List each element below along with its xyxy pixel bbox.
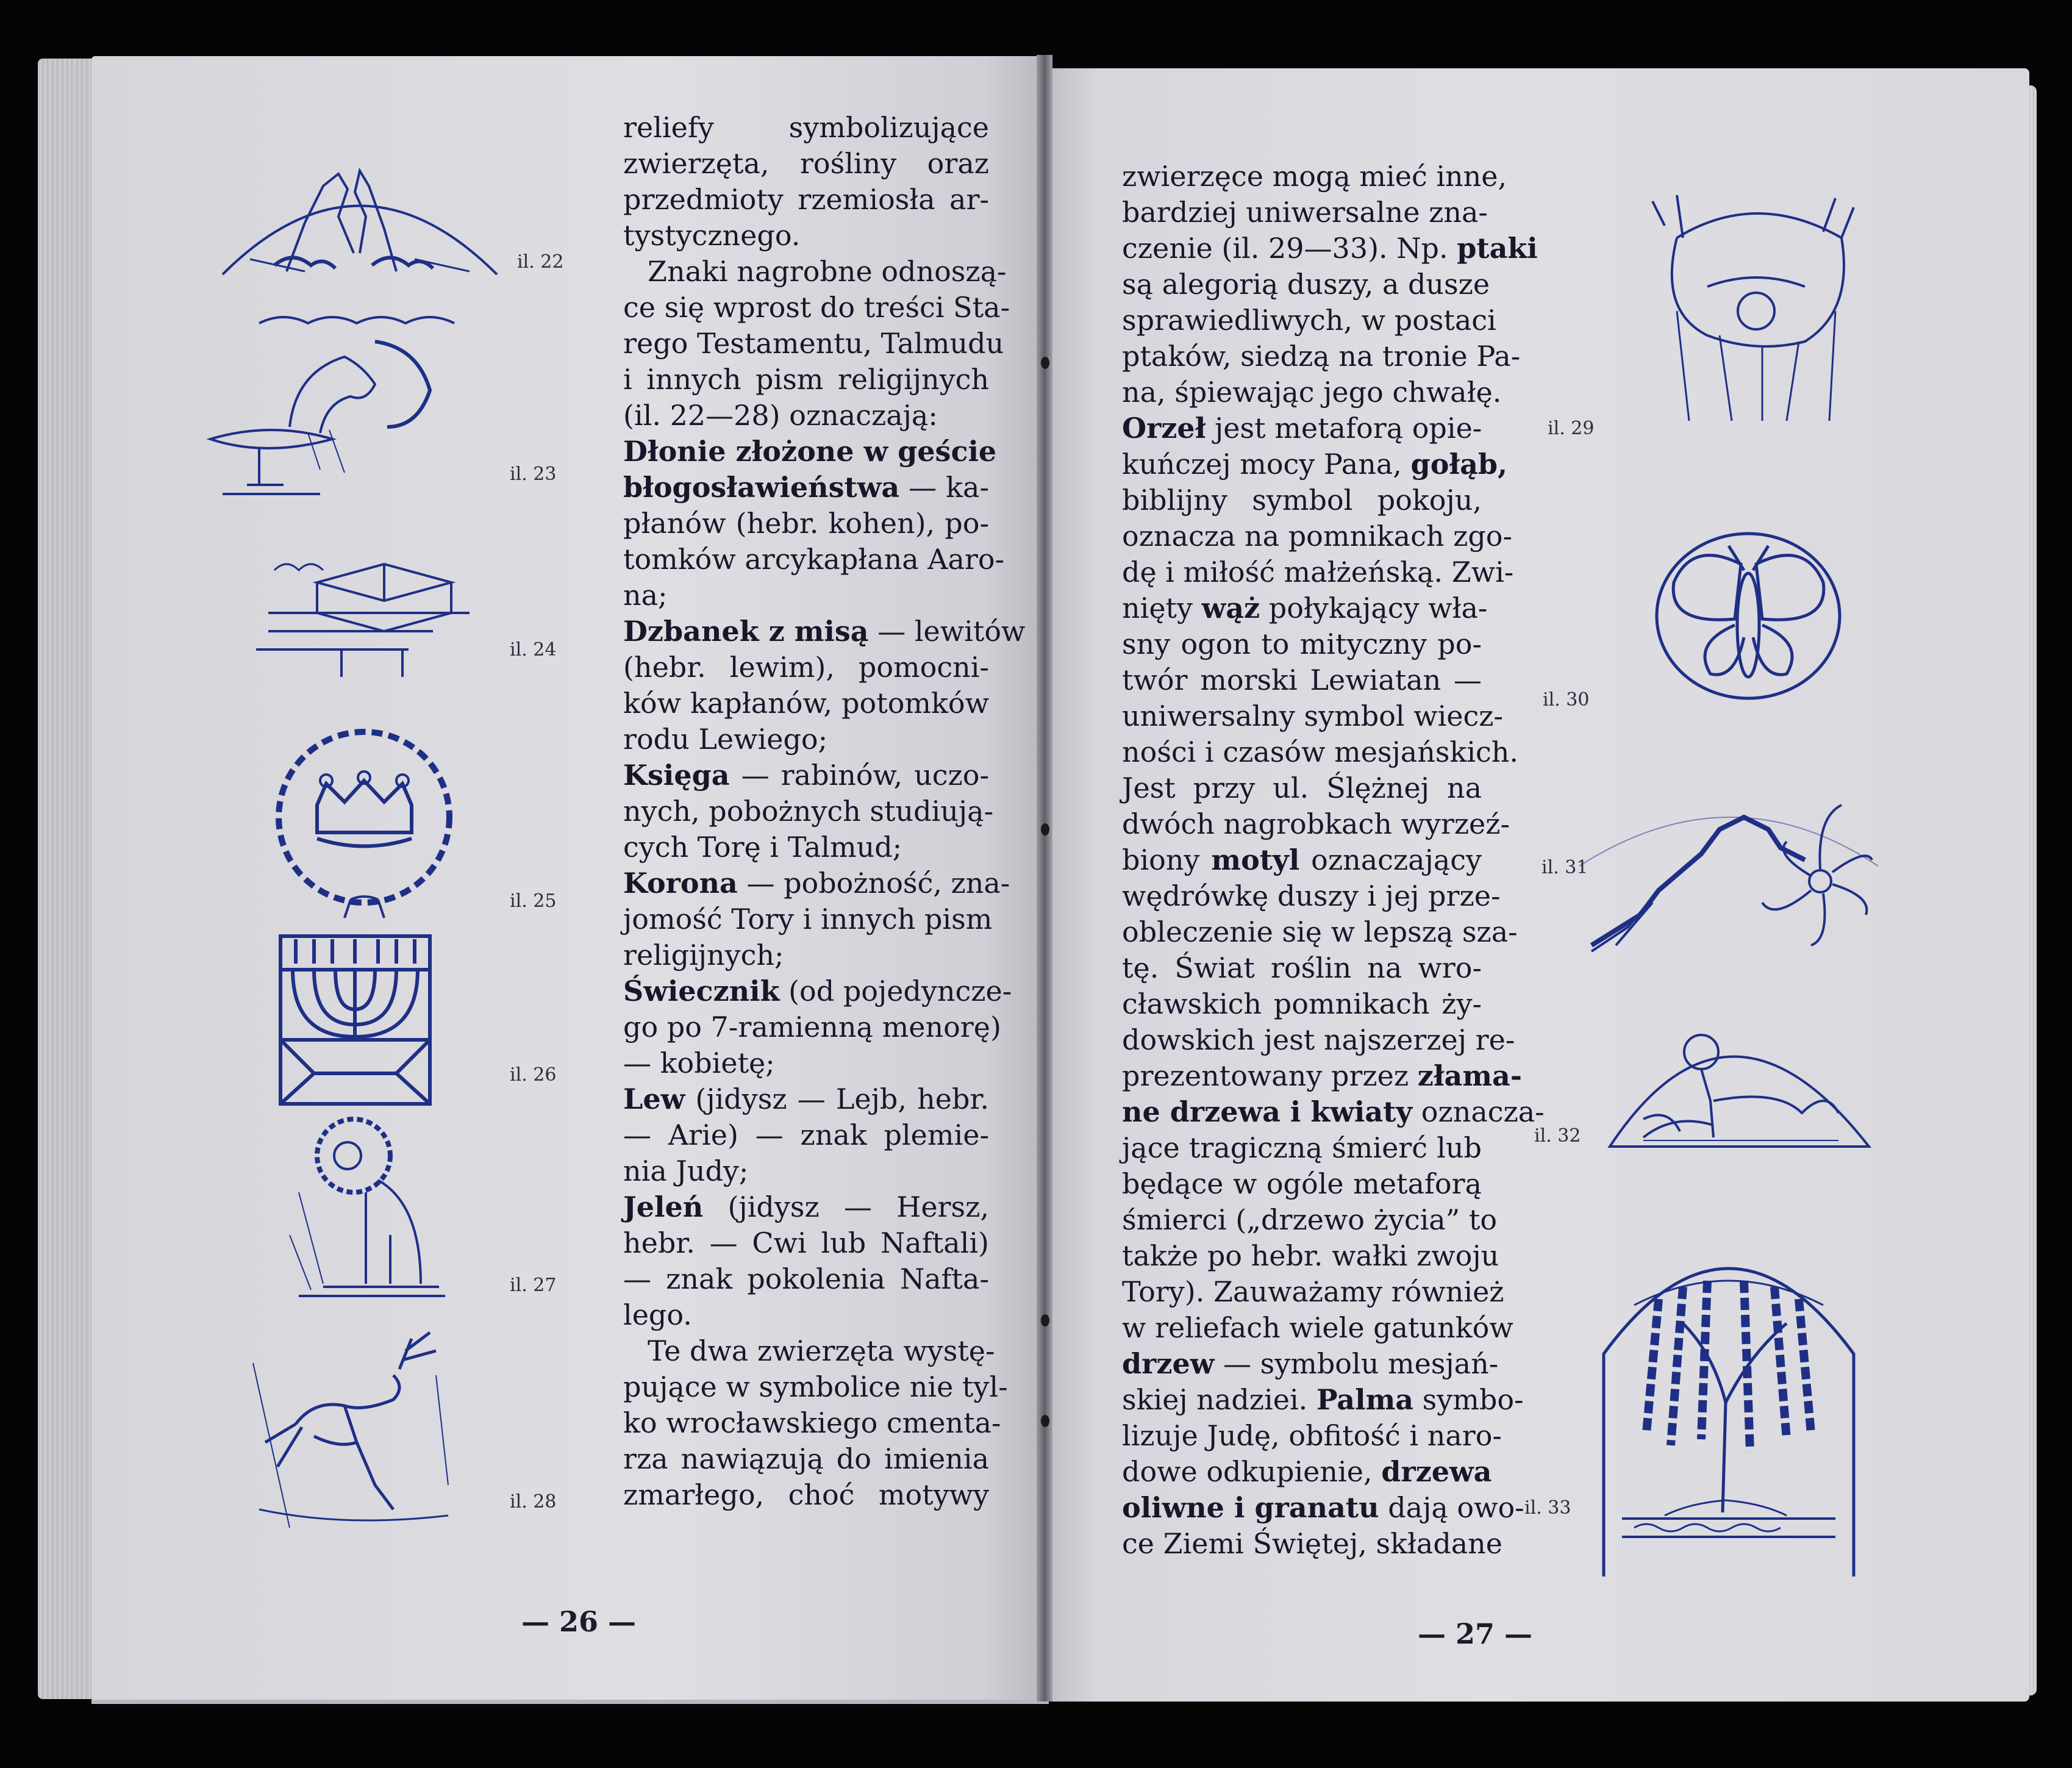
caption: il. 22 xyxy=(517,251,564,273)
bold-term: Dzbanek z misą xyxy=(623,615,869,648)
text-run: oznacza- xyxy=(1412,1095,1545,1128)
text-run: przedmioty rzemiosła ar- xyxy=(623,183,989,216)
text-run: symbo- xyxy=(1413,1383,1524,1416)
text-line xyxy=(1122,1166,1482,1202)
text-run: rza nawiązują do imienia xyxy=(623,1442,989,1475)
text-run: religijnych; xyxy=(623,939,784,972)
bold-term: motyl xyxy=(1211,843,1300,876)
bold-term: złama- xyxy=(1417,1059,1522,1092)
bird-icon xyxy=(1640,189,1872,427)
caption: il. 24 xyxy=(510,639,557,660)
text-line xyxy=(1122,1454,1492,1490)
text-line xyxy=(623,937,989,973)
bold-term: Palma xyxy=(1316,1383,1414,1416)
text-line xyxy=(623,578,989,614)
broken-flower-icon xyxy=(1607,1015,1872,1150)
caption: il. 27 xyxy=(510,1275,557,1296)
text-run: biblijny symbol pokoju, xyxy=(1122,484,1482,517)
text-run: — znak pokolenia Nafta- xyxy=(623,1262,989,1295)
text-run: go po 7-ramienną menorę) xyxy=(623,1011,1001,1043)
text-run: — rabinów, uczo- xyxy=(729,759,989,792)
text-line xyxy=(1122,1526,1503,1562)
caption: il. 28 xyxy=(510,1491,557,1512)
text-run: i innych pism religijnych xyxy=(623,363,989,396)
text-line xyxy=(623,973,1012,1009)
text-line xyxy=(623,1153,989,1189)
bold-term: oliwne i granatu xyxy=(1122,1491,1379,1524)
text-line xyxy=(1122,914,1518,950)
text-line xyxy=(1122,1382,1524,1418)
text-line xyxy=(1122,842,1482,878)
text-run: uniwersalny symbol wiecz- xyxy=(1122,700,1504,732)
text-run: dowskich jest najszerzej re- xyxy=(1122,1023,1515,1056)
text-run: na, śpiewając jego chwałę. xyxy=(1122,376,1502,409)
text-run: tę. Świat roślin na wro- xyxy=(1122,951,1482,984)
bold-term: wąż xyxy=(1201,592,1260,625)
text-run: ptaków, siedzą na tronie Pa- xyxy=(1122,340,1521,373)
text-run: dowe odkupienie, xyxy=(1122,1455,1382,1488)
bold-term: Księga xyxy=(623,759,730,792)
bold-term: Dłonie złożone w geście xyxy=(623,435,997,468)
text-run: płanów (hebr. kohen), po- xyxy=(623,507,989,540)
text-run: dwóch nagrobkach wyrzeź- xyxy=(1122,807,1510,840)
menorah-icon xyxy=(277,933,433,1107)
text-run: (jidysz — Hersz, xyxy=(703,1190,989,1223)
text-run: dają owo- xyxy=(1379,1491,1524,1524)
text-run: czenie (il. 29—33). Np. xyxy=(1122,232,1457,265)
caption: il. 30 xyxy=(1543,689,1590,710)
binding-stitch xyxy=(1041,823,1049,836)
binding-stitch xyxy=(1041,1314,1049,1326)
text-run: dę i miłość małżeńską. Zwi- xyxy=(1122,556,1514,589)
butterfly-icon xyxy=(1643,528,1854,704)
text-line xyxy=(623,470,989,506)
text-run: Jest przy ul. Ślężnej na xyxy=(1122,771,1482,804)
binding-stitch xyxy=(1041,357,1049,369)
caption: il. 25 xyxy=(510,890,557,912)
text-line xyxy=(1122,698,1504,734)
caption: il. 23 xyxy=(510,463,557,485)
text-run: sprawiedliwych, w postaci xyxy=(1122,304,1496,337)
text-run: rodu Lewiego; xyxy=(623,723,828,756)
text-run: oznaczający xyxy=(1299,843,1482,876)
text-line xyxy=(623,254,1007,290)
text-run: — pobożność, zna- xyxy=(737,867,1010,900)
willow-tree-icon xyxy=(1592,1232,1866,1580)
text-line xyxy=(623,542,1005,578)
text-line xyxy=(623,650,989,685)
caption: il. 33 xyxy=(1524,1497,1571,1519)
text-run: — lewitów xyxy=(868,615,1026,648)
text-run: skiej nadziei. xyxy=(1122,1383,1316,1416)
text-run: kuńczej mocy Pana, xyxy=(1122,448,1411,481)
caption: il. 32 xyxy=(1534,1125,1581,1147)
text-line xyxy=(1122,626,1482,662)
open-book-icon xyxy=(250,546,482,680)
bold-term: ne drzewa i kwiaty xyxy=(1122,1095,1413,1128)
caption: il. 31 xyxy=(1541,857,1588,878)
right-body-text xyxy=(1122,159,1545,1562)
text-run: rego Testamentu, Talmudu xyxy=(623,327,1004,360)
text-run: lizuje Judę, obfitość i naro- xyxy=(1122,1419,1502,1452)
text-line xyxy=(623,1081,989,1117)
text-line xyxy=(623,506,989,542)
text-line xyxy=(1122,986,1482,1022)
text-line xyxy=(1122,446,1508,482)
text-line xyxy=(1122,554,1514,590)
text-line xyxy=(1122,662,1482,698)
text-line xyxy=(623,1297,989,1333)
text-run: jomość Tory i innych pism xyxy=(623,903,993,936)
text-line xyxy=(1122,195,1488,231)
text-run: (jidysz — Lejb, hebr. xyxy=(685,1083,989,1115)
text-line xyxy=(1122,1346,1499,1382)
text-line xyxy=(623,290,1010,326)
text-line xyxy=(623,1441,989,1477)
text-run: połykający wła- xyxy=(1260,592,1488,625)
text-line xyxy=(1122,338,1521,374)
text-line xyxy=(1122,590,1488,626)
text-line xyxy=(623,1009,1001,1045)
text-line xyxy=(623,1369,1008,1405)
text-line xyxy=(1122,374,1502,410)
text-run: — ka- xyxy=(899,471,989,504)
bold-term: Lew xyxy=(623,1083,685,1115)
text-line xyxy=(1122,518,1513,554)
text-run: tystycznego. xyxy=(623,219,801,252)
text-run: zwierzęta, rośliny oraz xyxy=(623,147,989,180)
text-line xyxy=(1122,1058,1522,1094)
text-line xyxy=(623,1405,1001,1441)
text-line xyxy=(623,614,1026,650)
text-line xyxy=(1122,482,1482,518)
text-line xyxy=(1122,878,1501,914)
text-run: (hebr. lewim), pomocni- xyxy=(623,651,989,684)
deer-icon xyxy=(253,1326,454,1531)
text-line xyxy=(623,685,989,721)
text-line xyxy=(1122,1238,1499,1274)
text-run: reliefy symbolizujące xyxy=(623,111,989,144)
text-line xyxy=(1122,1310,1513,1346)
text-run: ko wrocławskiego cmenta- xyxy=(623,1406,1001,1439)
text-run: w reliefach wiele gatunków xyxy=(1122,1311,1513,1344)
text-line xyxy=(623,326,1004,362)
text-run: jest metaforą opie- xyxy=(1206,412,1482,445)
text-run: twór morski Lewiatan — xyxy=(1122,664,1482,696)
text-line xyxy=(1122,159,1507,195)
text-line xyxy=(623,1261,989,1297)
text-run: także po hebr. wałki zwoju xyxy=(1122,1239,1499,1272)
text-run: ków kapłanów, potomków xyxy=(623,687,989,720)
text-line xyxy=(623,146,989,182)
text-line xyxy=(623,1117,989,1153)
text-run: zmarłego, choć motywy xyxy=(623,1478,989,1511)
text-line xyxy=(1122,1490,1524,1526)
flower-branch-icon xyxy=(1579,793,1884,957)
jug-and-bowl-icon xyxy=(198,311,497,503)
bold-term: Świecznik xyxy=(623,975,780,1007)
text-line xyxy=(623,110,989,146)
text-line xyxy=(1122,1094,1545,1130)
text-line xyxy=(1122,267,1490,302)
text-run: śmierci („drzewo życia” to xyxy=(1122,1203,1498,1236)
bold-term: Jeleń xyxy=(623,1190,704,1223)
text-line xyxy=(1122,1418,1502,1454)
text-line xyxy=(623,721,989,757)
text-run: sny ogon to mityczny po- xyxy=(1122,628,1482,660)
book-gutter xyxy=(1037,55,1052,1702)
text-line xyxy=(623,757,989,793)
text-line xyxy=(623,182,989,218)
text-line xyxy=(1122,1022,1515,1058)
page-number: — 27 — xyxy=(1418,1617,1533,1650)
text-run: pujące w symbolice nie tyl- xyxy=(623,1370,1008,1403)
page-number: — 26 — xyxy=(521,1605,637,1638)
text-line xyxy=(1122,950,1482,986)
text-run: wędrówkę duszy i jej prze- xyxy=(1122,879,1501,912)
text-run: hebr. — Cwi lub Naftali) xyxy=(623,1226,989,1259)
text-run: Znaki nagrobne odnoszą- xyxy=(648,255,1007,288)
text-line xyxy=(623,1189,989,1225)
text-line xyxy=(623,829,989,865)
lion-icon xyxy=(287,1113,451,1299)
text-run: lego. xyxy=(623,1298,692,1331)
text-run: — kobietę; xyxy=(623,1047,775,1079)
text-line xyxy=(1122,806,1510,842)
text-line xyxy=(1122,1202,1498,1238)
bold-term: drzew xyxy=(1122,1347,1215,1380)
caption: il. 26 xyxy=(510,1064,557,1086)
text-line xyxy=(623,1333,995,1369)
text-run: zwierzęce mogą mieć inne, xyxy=(1122,160,1507,193)
crown-wreath-icon xyxy=(259,717,470,924)
left-body-text xyxy=(623,110,1026,1513)
text-line xyxy=(1122,770,1482,806)
text-line xyxy=(1122,410,1482,446)
blessing-hands-icon xyxy=(213,149,506,281)
text-line xyxy=(623,218,989,254)
bold-term: ptaki xyxy=(1457,232,1538,265)
text-run: są alegorią duszy, a dusze xyxy=(1122,268,1490,301)
text-run: jące tragiczną śmierć lub xyxy=(1122,1131,1482,1164)
text-run: — Arie) — znak plemie- xyxy=(623,1118,989,1151)
text-line xyxy=(1122,302,1496,338)
text-run: ce Ziemi Świętej, składane xyxy=(1122,1527,1503,1560)
text-run: oznacza na pomnikach zgo- xyxy=(1122,520,1513,553)
text-run: ce się wprost do treści Sta- xyxy=(623,291,1010,324)
caption: il. 29 xyxy=(1548,418,1595,439)
text-line xyxy=(1122,1130,1482,1166)
text-run: nych, pobożnych studiują- xyxy=(623,795,994,828)
text-line xyxy=(623,1045,989,1081)
bold-term: błogosławieństwa xyxy=(623,471,900,504)
text-run: Te dwa zwierzęta wystę- xyxy=(648,1334,995,1367)
text-run: (od pojedyncze- xyxy=(779,975,1012,1007)
text-run: ności i czasów mesjańskich. xyxy=(1122,735,1519,768)
text-run: bardziej uniwersalne zna- xyxy=(1122,196,1488,229)
text-run: tomków arcykapłana Aaro- xyxy=(623,543,1005,576)
text-run: na; xyxy=(623,579,668,612)
text-line xyxy=(623,1477,989,1513)
text-run: Tory). Zauważamy również xyxy=(1122,1275,1504,1308)
text-line xyxy=(1122,231,1538,267)
text-run: obleczenie się w lepszą sza- xyxy=(1122,915,1518,948)
bold-term: drzewa xyxy=(1381,1455,1492,1488)
page-stack-edge xyxy=(38,59,99,1699)
text-run: — symbolu mesjań- xyxy=(1214,1347,1499,1380)
bold-term: gołąb, xyxy=(1410,448,1508,481)
text-run: nięty xyxy=(1122,592,1202,625)
text-line xyxy=(623,901,993,937)
text-run: biony xyxy=(1122,843,1212,876)
text-line xyxy=(623,865,1010,901)
binding-stitch xyxy=(1041,1415,1049,1427)
text-line xyxy=(623,434,997,470)
text-run: (il. 22—28) oznaczają: xyxy=(623,399,938,432)
text-line xyxy=(623,1225,989,1261)
text-line xyxy=(1122,734,1519,770)
bold-term: Korona xyxy=(623,867,738,900)
text-run: nia Judy; xyxy=(623,1154,749,1187)
text-line xyxy=(623,398,989,434)
text-run: prezentowany przez xyxy=(1122,1059,1418,1092)
text-run: cławskich pomnikach ży- xyxy=(1122,987,1482,1020)
text-run: będące w ogóle metaforą xyxy=(1122,1167,1482,1200)
text-run: cych Torę i Talmud; xyxy=(623,831,902,864)
text-line xyxy=(623,362,989,398)
text-line xyxy=(1122,1274,1504,1310)
bold-term: Orzeł xyxy=(1122,412,1206,445)
text-line xyxy=(623,793,994,829)
